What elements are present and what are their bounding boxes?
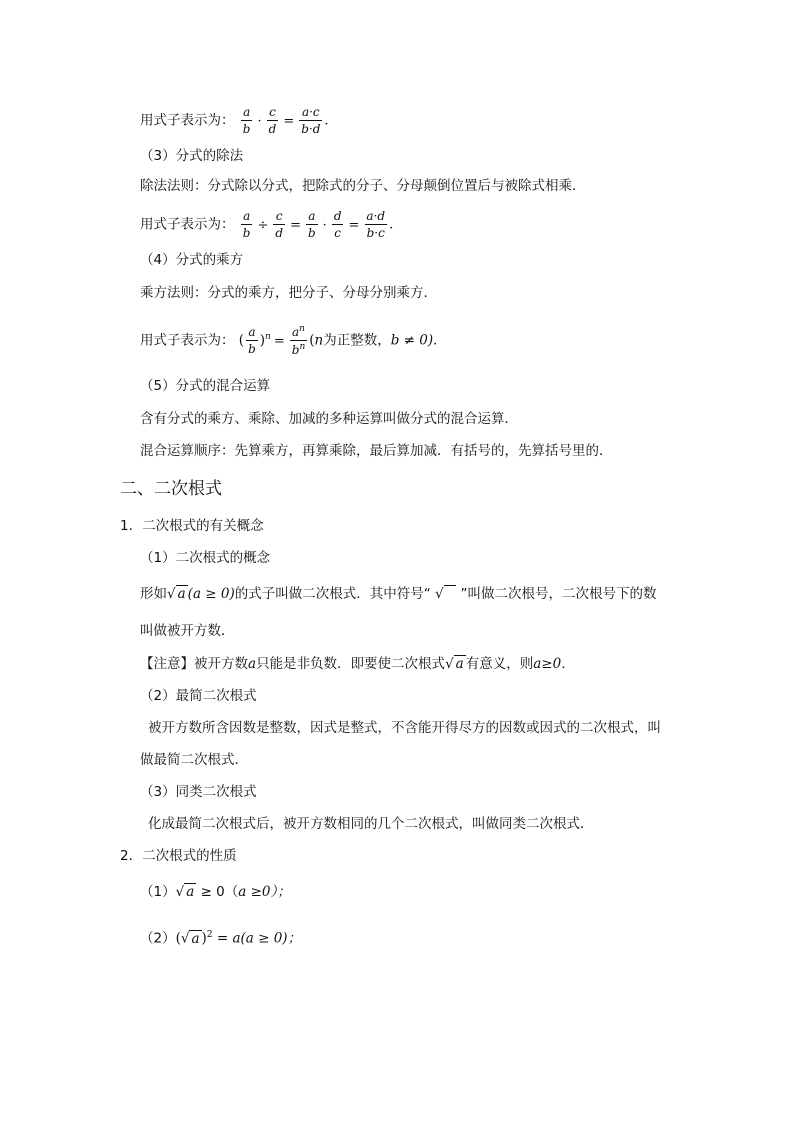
div-frac-2: $\frac{c}{d}$ [275, 209, 284, 240]
note-tag: 【注意】 [140, 656, 194, 672]
pow-frac-base: $\frac{a}{b}$ [248, 325, 256, 356]
mul-prefix: 用式子表示为： [140, 112, 235, 129]
section-title: 二、二次根式 [120, 479, 222, 499]
div-frac-1: $\frac{a}{b}$ [242, 209, 251, 240]
pow-rule: 乘方法则：分式的乘方，把分子、分母分别乘方． [140, 285, 437, 301]
subsection-2: 2．二次根式的性质 [120, 848, 237, 864]
div-title: （3）分式的除法 [140, 148, 244, 164]
div-frac-4: $\frac{d}{c}$ [333, 209, 342, 240]
property-2: （2）(√ a )$^2$ = a(a ≥ 0)； [140, 930, 302, 947]
similar-def: 化成最简二次根式后，被开方数相同的几个二次根式，叫做同类二次根式． [148, 816, 594, 832]
mix-title: （5）分式的混合运算 [140, 378, 271, 394]
pow-formula: 用式子表示为： ( $\frac{a}{b}$ )$^n$ = $\frac{a^n}{b^n}$ (n为正整数，b ≠ 0)． [140, 324, 447, 357]
mul-frac-2: $\frac{c}{d}$ [268, 105, 277, 136]
definition-cont: 叫做被开方数． [140, 623, 235, 639]
property-1: （1）√ a ≥ 0（a ≥0）； [140, 884, 291, 900]
mul-frac-1: $\frac{a}{b}$ [242, 105, 251, 136]
sqrt-a-note: √ a [445, 656, 464, 672]
radical-symbol: √ [431, 585, 461, 602]
sqrt-a: √ a [167, 586, 186, 602]
div-frac-3: $\frac{a}{b}$ [307, 209, 316, 240]
definition-line: 形如√ a (a ≥ 0)的式子叫做二次根式．其中符号“ √ ”叫做二次根号，二次根号下的数 [140, 586, 657, 602]
sqrt-a-prop2: √ a [180, 930, 200, 947]
sub-title-1-3: （3）同类二次根式 [140, 784, 257, 800]
sub-title-1-2: （2）最简二次根式 [140, 688, 257, 704]
div-frac-result: $\frac{a\cdot d}{b\cdot c}$ [366, 209, 386, 240]
div-prefix: 用式子表示为： [140, 216, 235, 233]
pow-frac-result: $\frac{a^n}{b^n}$ [291, 324, 306, 357]
simplest-cont: 做最简二次根式． [140, 752, 248, 768]
div-rule: 除法法则：分式除以分式，把除式的分子、分母颠倒位置后与被除式相乘． [140, 178, 586, 194]
div-formula: 用式子表示为： $\frac{a}{b}$ ÷ $\frac{c}{d}$ = $\frac{a}{b}$ · $\frac{d}{c}$ = $\frac{a\cdot d}{b\cdot c}$ ． [140, 209, 403, 240]
note-line: 【注意】被开方数a只能是非负数．即要使二次根式√ a 有意义，则a≥0． [140, 656, 575, 672]
mul-frac-result: $\frac{a\cdot c}{b\cdot d}$ [301, 105, 321, 136]
simplest-def: 被开方数所含因数是整数，因式是整式，不含能开得尽方的因数或因式的二次根式，叫 [148, 720, 661, 736]
pow-title: （4）分式的乘方 [140, 252, 244, 268]
sub-title-1-1: （1）二次根式的概念 [140, 550, 271, 566]
mix-order: 混合运算顺序：先算乘方，再算乘除，最后算加减．有括号的，先算括号里的． [140, 443, 613, 459]
mix-def: 含有分式的乘方、乘除、加减的多种运算叫做分式的混合运算． [140, 411, 518, 427]
subsection-1: 1．二次根式的有关概念 [120, 518, 264, 534]
pow-prefix: 用式子表示为： [140, 332, 235, 349]
mul-formula: 用式子表示为： $\frac{a}{b}$ · $\frac{c}{d}$ = $\frac{a\cdot c}{b\cdot d}$ ． [140, 105, 338, 136]
sqrt-a-prop1: √ a [175, 884, 195, 900]
